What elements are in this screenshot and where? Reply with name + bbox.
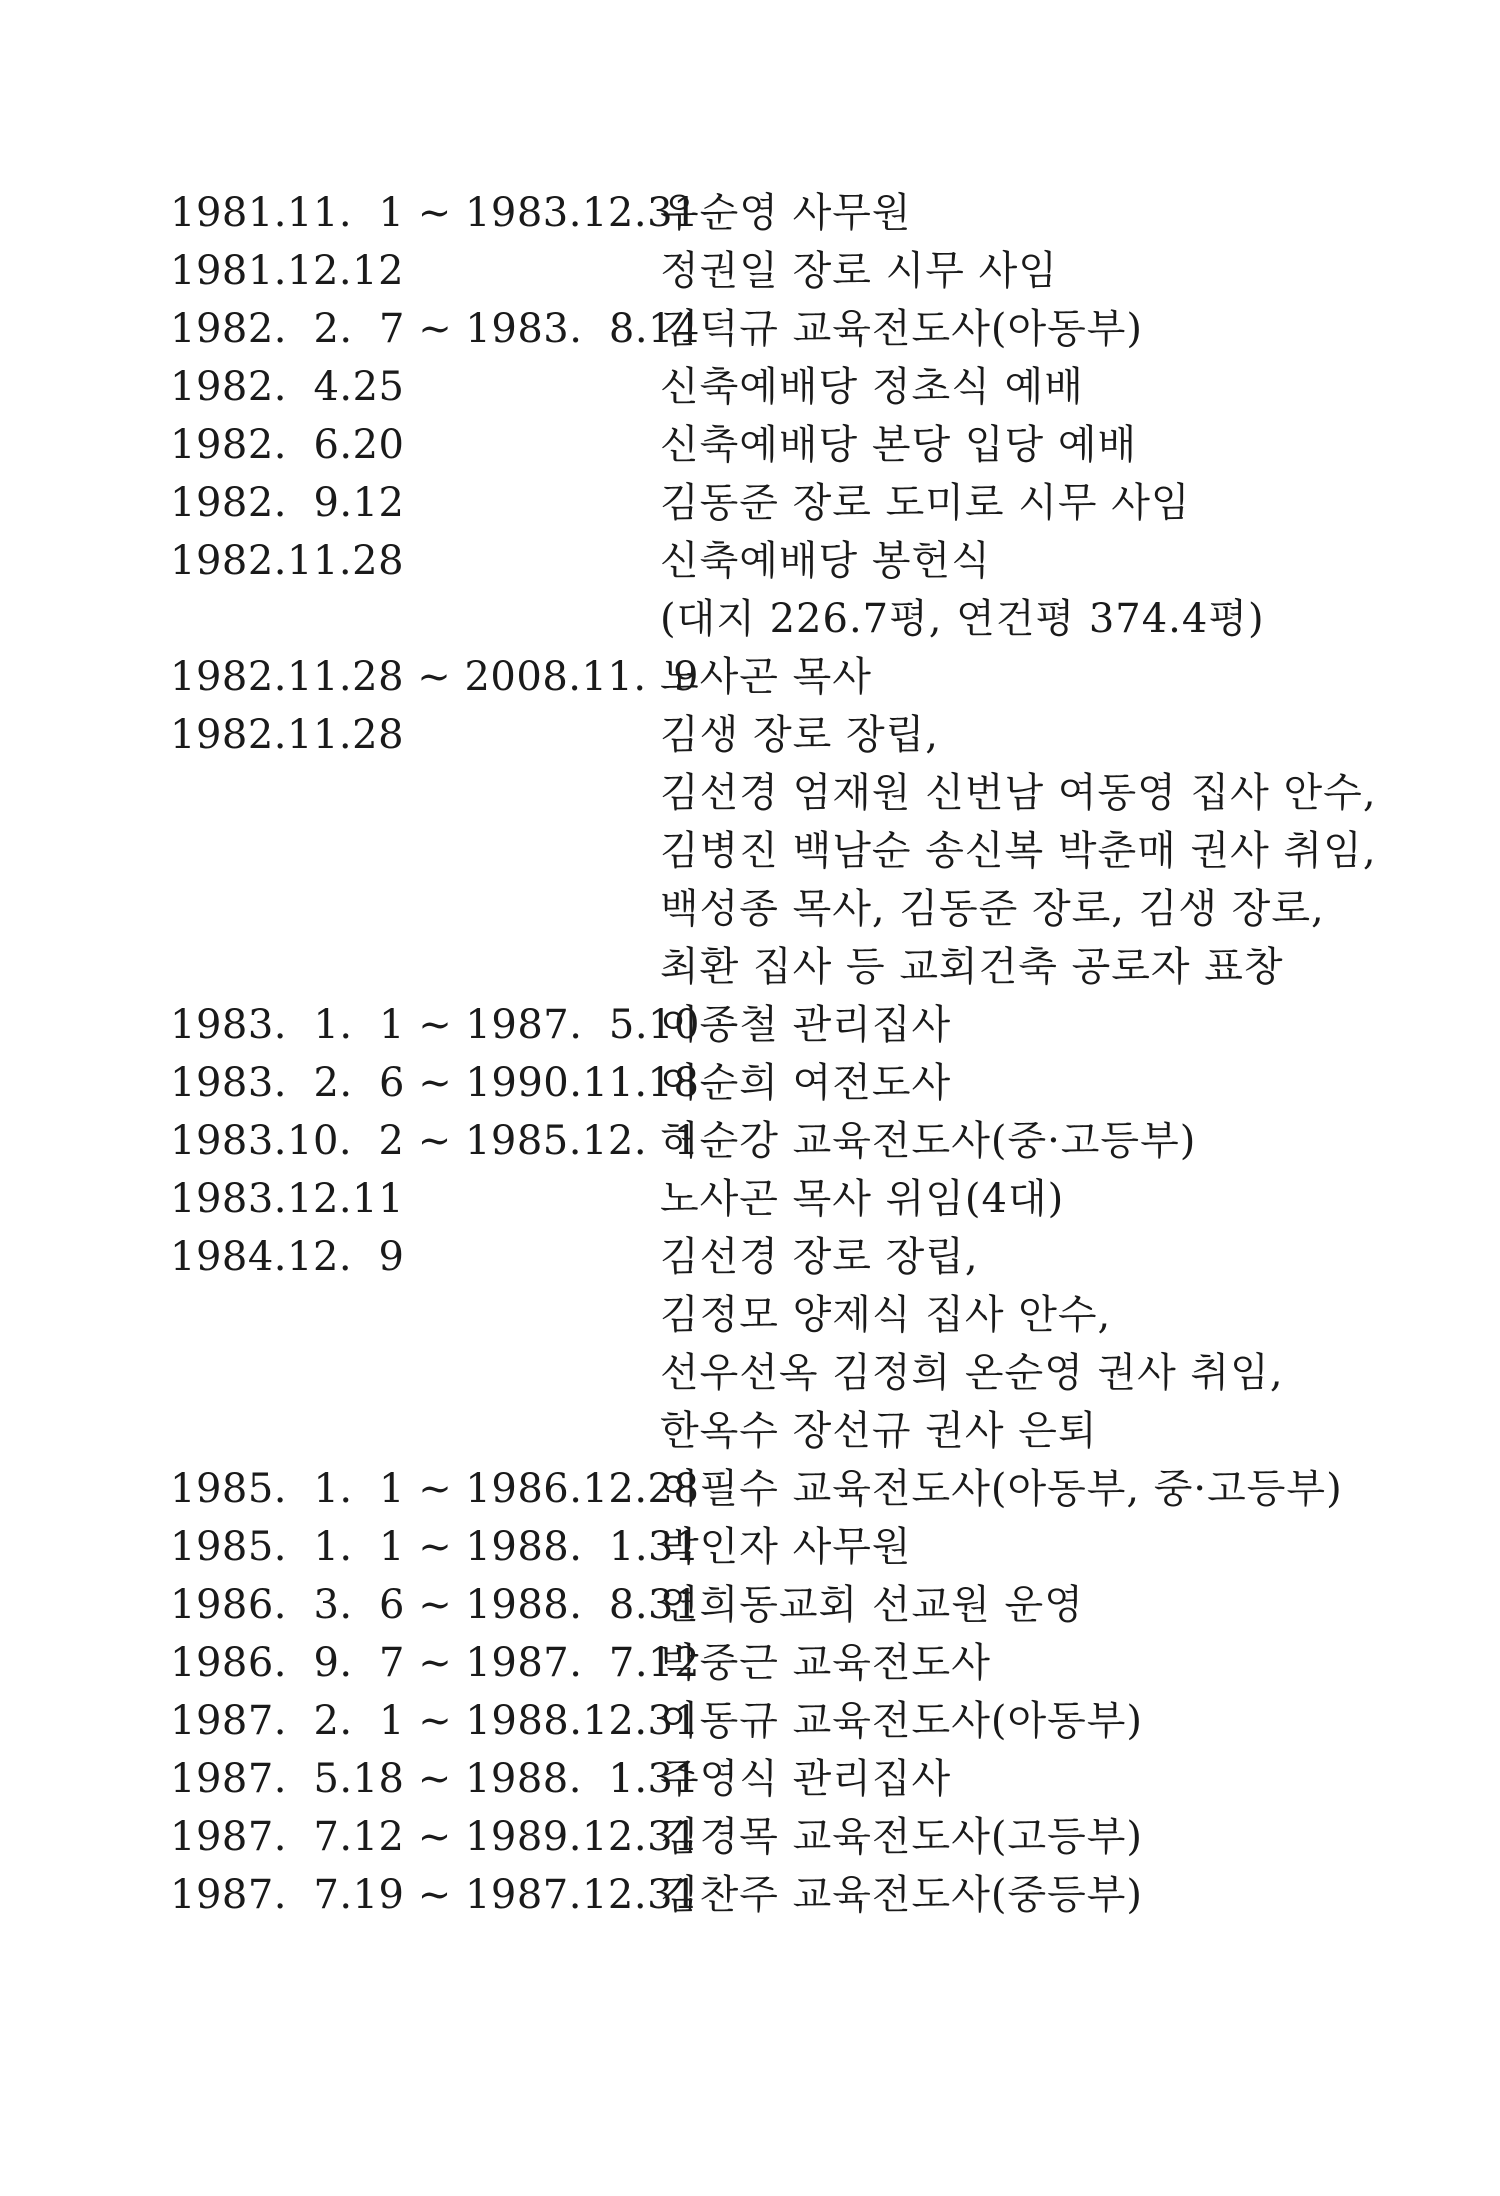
timeline-row xyxy=(170,1518,1350,1576)
entry-text: 박인자 사무원 xyxy=(660,1524,912,1570)
entry-date: 1983. 1. 1 ~ 1987. 5.10 xyxy=(170,1002,700,1048)
entry-date: 1982. 2. 7 ~ 1983. 8.14 xyxy=(170,306,700,352)
timeline-row xyxy=(170,880,1350,938)
entry-text: 김덕규 교육전도사(아동부) xyxy=(660,306,1143,352)
entry-date: 1987. 7.19 ~ 1987.12.31 xyxy=(170,1872,699,1918)
entry-text: 김경목 교육전도사(고등부) xyxy=(660,1814,1143,1860)
timeline-row xyxy=(170,1402,1350,1460)
timeline-row xyxy=(170,1866,1350,1924)
timeline-row xyxy=(170,1228,1350,1286)
entry-text: (대지 226.7평, 연건평 374.4평) xyxy=(660,596,1265,642)
entry-date: 1985. 1. 1 ~ 1986.12.28 xyxy=(170,1466,700,1512)
entry-date: 1983. 2. 6 ~ 1990.11.18 xyxy=(170,1060,700,1106)
entry-text: 노사곤 목사 xyxy=(660,654,872,700)
timeline-row xyxy=(170,358,1350,416)
entry-date: 1982.11.28 xyxy=(170,712,405,758)
timeline-row xyxy=(170,938,1350,996)
timeline-row xyxy=(170,1054,1350,1112)
entry-text: 이필수 교육전도사(아동부, 중·고등부) xyxy=(660,1466,1343,1512)
entry-text: 이동규 교육전도사(아동부) xyxy=(660,1698,1143,1744)
timeline-row xyxy=(170,532,1350,590)
timeline-row xyxy=(170,242,1350,300)
timeline-row xyxy=(170,1460,1350,1518)
entry-date: 1986. 9. 7 ~ 1987. 7.12 xyxy=(170,1640,700,1686)
timeline-row xyxy=(170,1286,1350,1344)
entry-date: 1981.12.12 xyxy=(170,248,405,294)
timeline-row xyxy=(170,1808,1350,1866)
entry-text: 이순희 여전도사 xyxy=(660,1060,952,1106)
entry-date: 1982.11.28 ~ 2008.11. 9 xyxy=(170,654,699,700)
entry-text: 최환 집사 등 교회건축 공로자 표창 xyxy=(660,944,1284,990)
entry-date: 1982. 4.25 xyxy=(170,364,405,410)
entry-date: 1982. 6.20 xyxy=(170,422,405,468)
entry-text: 백성종 목사, 김동준 장로, 김생 장로, xyxy=(660,886,1325,932)
entry-text: 김정모 양제식 집사 안수, xyxy=(660,1292,1112,1338)
entry-text: 김동준 장로 도미로 시무 사임 xyxy=(660,480,1191,526)
timeline-row xyxy=(170,764,1377,822)
timeline-row xyxy=(170,1344,1350,1402)
entry-text: 김병진 백남순 송신복 박춘매 권사 취임, xyxy=(660,828,1377,874)
entry-text: 김선경 엄재원 신번남 여동영 집사 안수, xyxy=(660,770,1377,816)
entry-date: 1983.12.11 xyxy=(170,1176,405,1222)
entry-text: 박중근 교육전도사 xyxy=(660,1640,991,1686)
entry-text: 신축예배당 정초식 예배 xyxy=(660,364,1084,410)
entry-text: 김생 장로 장립, xyxy=(660,712,939,758)
entry-text: 허순강 교육전도사(중·고등부) xyxy=(660,1118,1197,1164)
entry-date: 1987. 5.18 ~ 1988. 1.31 xyxy=(170,1756,700,1802)
timeline-row xyxy=(170,1170,1350,1228)
entry-text: 선우선옥 김정희 온순영 권사 취임, xyxy=(660,1350,1284,1396)
entry-date: 1985. 1. 1 ~ 1988. 1.31 xyxy=(170,1524,700,1570)
entry-text: 한옥수 장선규 권사 은퇴 xyxy=(660,1408,1098,1454)
entry-text: 주영식 관리집사 xyxy=(660,1756,952,1802)
timeline-row xyxy=(170,822,1377,880)
timeline-row xyxy=(170,1576,1350,1634)
entry-date: 1981.11. 1 ~ 1983.12.31 xyxy=(170,190,699,236)
entry-text: 신축예배당 봉헌식 xyxy=(660,538,991,584)
entry-text: 이종철 관리집사 xyxy=(660,1002,952,1048)
entry-text: 김선경 장로 장립, xyxy=(660,1234,979,1280)
timeline-row xyxy=(170,474,1350,532)
entry-date: 1984.12. 9 xyxy=(170,1234,405,1280)
entry-text: 노사곤 목사 위임(4대) xyxy=(660,1176,1065,1222)
entry-date: 1982.11.28 xyxy=(170,538,405,584)
timeline-row xyxy=(170,1634,1350,1692)
timeline-row xyxy=(170,1750,1350,1808)
church-history-timeline xyxy=(170,184,1377,1924)
timeline-row xyxy=(170,300,1350,358)
entry-text: 연희동교회 선교원 운영 xyxy=(660,1582,1084,1628)
entry-date: 1982. 9.12 xyxy=(170,480,405,526)
entry-text: 우순영 사무원 xyxy=(660,190,912,236)
entry-text: 김찬주 교육전도사(중등부) xyxy=(660,1872,1143,1918)
timeline-row xyxy=(170,996,1350,1054)
timeline-row xyxy=(170,706,1350,764)
timeline-row xyxy=(170,590,1350,648)
entry-date: 1986. 3. 6 ~ 1988. 8.31 xyxy=(170,1582,700,1628)
timeline-row xyxy=(170,1112,1350,1170)
entry-date: 1983.10. 2 ~ 1985.12. 1 xyxy=(170,1118,700,1164)
timeline-row xyxy=(170,416,1350,474)
entry-date: 1987. 2. 1 ~ 1988.12.31 xyxy=(170,1698,700,1744)
timeline-row xyxy=(170,1692,1350,1750)
entry-text: 정권일 장로 시무 사임 xyxy=(660,248,1058,294)
entry-text: 신축예배당 본당 입당 예배 xyxy=(660,422,1138,468)
entry-date: 1987. 7.12 ~ 1989.12.31 xyxy=(170,1814,699,1860)
timeline-row xyxy=(170,648,1350,706)
timeline-row xyxy=(170,184,1350,242)
